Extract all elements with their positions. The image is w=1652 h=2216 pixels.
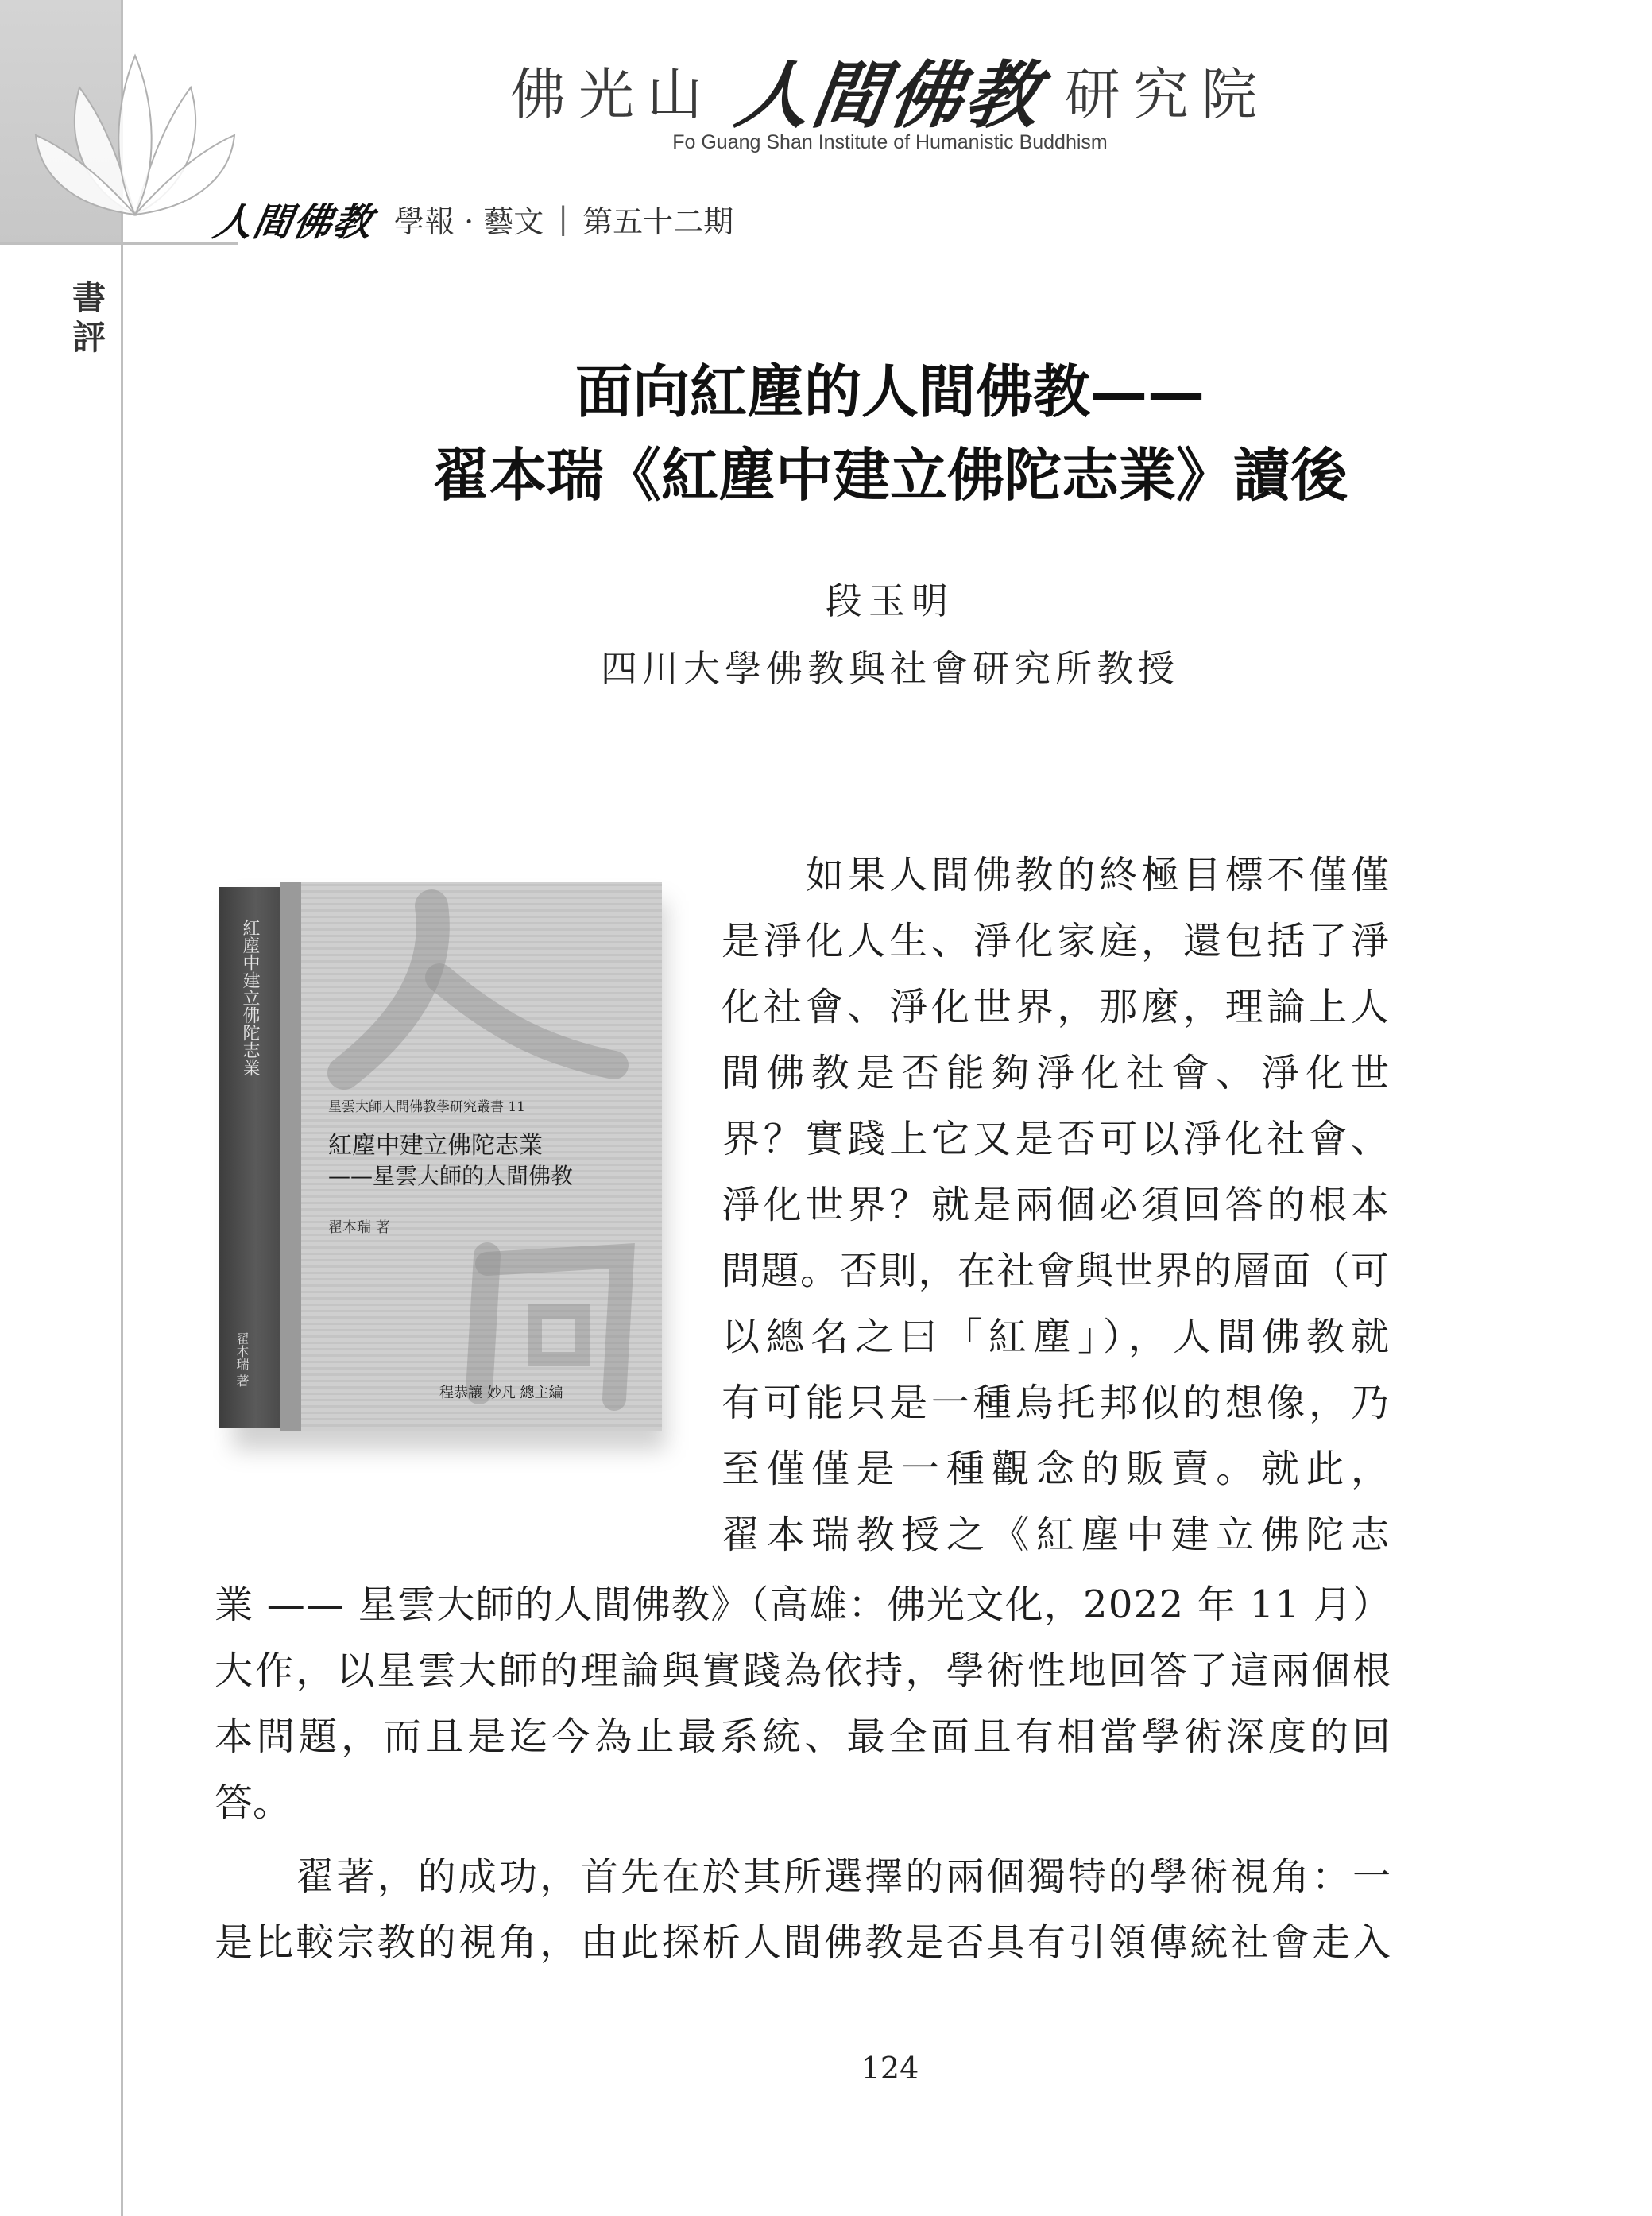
body-line: 翟著，的成功，首先在於其所選擇的兩個獨特的學術視角：一 [215,1854,1394,1899]
body-line: 有可能只是一種烏托邦似的想像，乃 [722,1381,1393,1425]
institute-name-part-a: 佛光山 [509,61,715,127]
book-front-cover [280,882,662,1431]
body-line: 淨化世界？就是兩個必須回答的根本 [722,1183,1393,1227]
body-line: 以總名之曰「紅塵」），人間佛教就 [722,1315,1395,1359]
body-line: 如果人間佛教的終極目標不僅僅 [722,853,1393,897]
section-label: 書評 [72,278,106,357]
journal-header [210,191,734,246]
body-line: 問題。否則，在社會與世界的層面（可 [722,1249,1391,1293]
author-affiliation: 四川大學佛教與社會研究所教授 [601,647,1179,690]
body-line: 答。 [215,1780,292,1825]
body-line: 至僅僅是一種觀念的販賣。就此， [722,1447,1396,1491]
cover-editors: 程恭讓 妙凡 總主編 [439,1385,563,1401]
margin-rule [121,0,123,2216]
journal-name: 學報 · 藝文 [394,203,544,239]
institute-title [334,46,1446,138]
book-spine-title: 紅塵中建立佛陀志業 [240,919,260,1076]
article-title [127,350,1652,517]
body-line: 翟本瑞教授之《紅塵中建立佛陀志 [722,1513,1396,1557]
article-title-line-1: 面向紅塵的人間佛教—— [575,358,1205,425]
institute-name-part-b: 研究院 [1065,61,1270,127]
book-spine [219,887,280,1428]
body-line: 是淨化人生、淨化家庭，還包括了淨 [722,919,1393,963]
body-line: 界？實踐上它又是否可以淨化社會、 [722,1117,1393,1161]
journal-logo: 人間佛教 [210,200,377,245]
header-rule [0,242,238,245]
cover-series-label: 星雲大師人間佛教學研究叢書 11 [328,1099,526,1115]
book-cover-image [219,882,664,1439]
article-title-line-2: 翟本瑞《紅塵中建立佛陀志業》讀後 [431,441,1348,509]
institute-english-name: Fo Guang Shan Institute of Humanistic Buddhism [672,131,1108,153]
body-line: 大作，以星雲大師的理論與實踐為依持，學術性地回答了這兩個根 [215,1648,1394,1693]
journal-separator: | [558,201,569,236]
page-number: 124 [861,2051,919,2086]
article-author: 段玉明 [826,579,954,622]
body-line: 化社會、淨化世界，那麼，理論上人 [722,985,1393,1029]
cover-subtitle: ——星雲大師的人間佛教 [328,1163,574,1189]
body-line: 是比較宗教的視角，由此探析人間佛教是否具有引領傳統社會走入 [215,1920,1394,1965]
book-spine-author: 翟本瑞 著 [234,1332,250,1388]
institute-name-calligraphy: 人間佛教 [730,52,1048,138]
cover-author: 翟本瑞 著 [328,1219,390,1236]
body-line: 間佛教是否能夠淨化社會、淨化世 [722,1051,1396,1095]
journal-issue: 第五十二期 [582,203,734,239]
cover-title: 紅塵中建立佛陀志業 [328,1132,543,1160]
body-line: 業 —— 星雲大師的人間佛教》（高雄：佛光文化，2022 年 11 月） [215,1583,1392,1627]
body-line: 本問題，而且是迄今為止最系統、最全面且有相當學術深度的回 [215,1714,1395,1759]
lotus-logo-icon [32,32,238,238]
